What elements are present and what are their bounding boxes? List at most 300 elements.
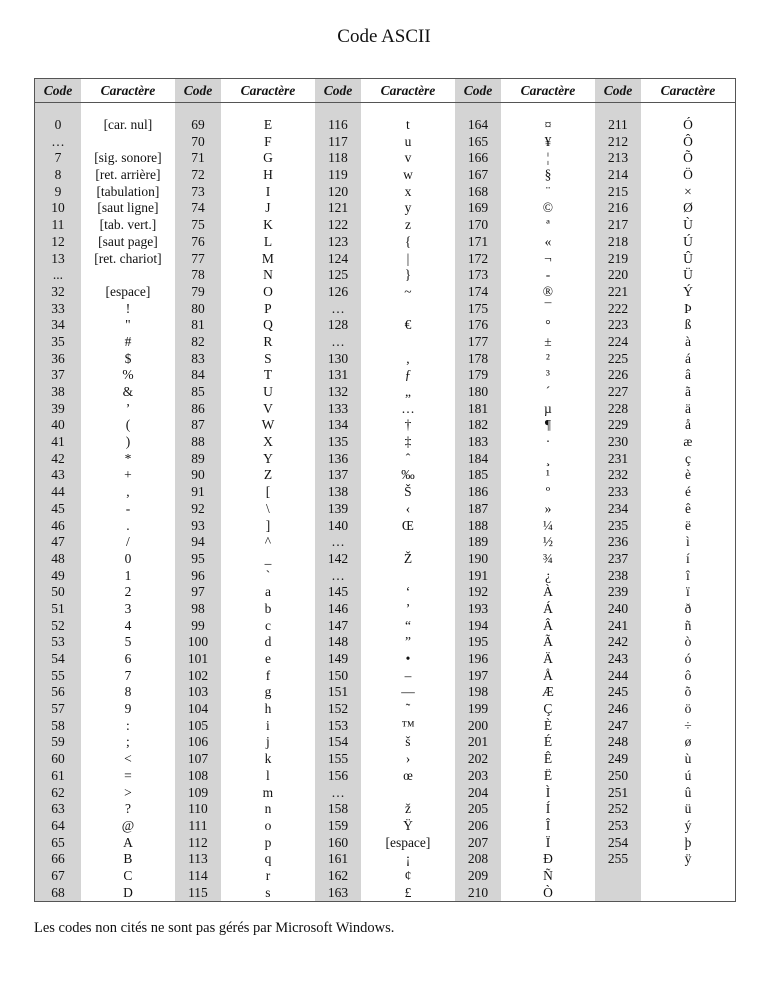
char-cell: I — [265, 183, 271, 199]
code-cell: 225 — [607, 350, 629, 366]
code-cell: 146 — [327, 600, 349, 616]
code-cell: 58 — [51, 717, 65, 733]
code-column-5 — [595, 103, 641, 901]
char-cell: [ — [265, 484, 271, 500]
code-cell: 158 — [327, 801, 349, 817]
char-cell: g — [264, 684, 272, 700]
char-cell: ¯ — [544, 300, 552, 316]
char-cell: S — [264, 350, 272, 366]
code-cell: 81 — [191, 317, 205, 333]
char-cell: = — [124, 767, 132, 783]
char-cell: O — [263, 283, 273, 299]
code-cell: 181 — [467, 400, 489, 416]
char-cell: å — [684, 417, 691, 433]
char-cell: ¸ — [545, 450, 551, 466]
code-cell: 95 — [191, 550, 205, 566]
char-cell: [saut page] — [98, 233, 158, 249]
code-cell: 91 — [191, 484, 205, 500]
code-cell: 161 — [327, 851, 349, 867]
char-cell: … — [401, 400, 415, 416]
code-cell: 56 — [51, 684, 65, 700]
header-char-4: Caractère — [520, 83, 576, 98]
code-cell: 38 — [51, 384, 65, 399]
char-cell: G — [263, 150, 273, 166]
char-cell: 6 — [124, 651, 132, 666]
code-cell: 153 — [327, 717, 349, 733]
char-cell: Å — [543, 667, 553, 683]
code-cell: 215 — [607, 183, 629, 199]
code-cell: 154 — [327, 734, 349, 750]
char-cell: Õ — [683, 150, 693, 166]
char-cell: ï — [686, 584, 690, 600]
char-cell: æ — [683, 434, 693, 450]
code-cell: 107 — [187, 751, 209, 767]
char-cell: % — [122, 367, 134, 383]
code-cell: 254 — [607, 834, 629, 850]
char-cell — [81, 134, 175, 151]
code-cell: 242 — [607, 634, 629, 650]
char-cell: | — [406, 250, 410, 266]
code-cell: … — [331, 333, 345, 349]
char-cell: D — [123, 884, 133, 900]
char-cell: q — [264, 851, 272, 867]
char-cell: ’ — [125, 400, 131, 416]
code-cell: 255 — [607, 851, 629, 867]
char-cell: ž — [404, 801, 411, 817]
char-cell: Ê — [543, 751, 553, 767]
code-cell: 182 — [467, 417, 489, 433]
code-cell: 235 — [607, 517, 629, 533]
char-cell: , — [406, 350, 410, 366]
char-cell: « — [544, 233, 552, 249]
char-cell: ä — [684, 400, 691, 416]
char-cell: „ — [404, 384, 411, 399]
char-cell: h — [264, 701, 272, 717]
code-column-3 — [315, 103, 361, 901]
char-cell: + — [124, 467, 132, 483]
char-cell: ú — [684, 767, 692, 783]
code-cell: 192 — [467, 584, 489, 600]
char-cell: [car. nul] — [103, 117, 153, 132]
char-cell: û — [684, 784, 692, 800]
code-cell: 232 — [607, 467, 629, 483]
char-cell: u — [404, 133, 412, 149]
char-cell: F — [264, 133, 272, 149]
code-cell: 185 — [467, 467, 489, 483]
code-cell: 59 — [51, 734, 65, 750]
char-cell: y — [404, 200, 412, 216]
char-cell: ? — [124, 801, 131, 817]
char-cell: : — [126, 717, 130, 733]
char-cell — [361, 334, 455, 351]
code-cell: 97 — [191, 584, 205, 600]
code-cell: 244 — [607, 667, 629, 683]
char-cell: ø — [684, 734, 692, 750]
char-cell: • — [405, 651, 411, 666]
header-char-3: Caractère — [380, 83, 436, 98]
code-cell: 191 — [467, 567, 489, 583]
char-cell: - — [125, 500, 131, 516]
char-cell: ´ — [545, 384, 551, 399]
code-cell: 65 — [51, 834, 65, 850]
code-cell: 239 — [607, 584, 629, 600]
code-cell: 252 — [607, 801, 629, 817]
char-cell: ¢ — [404, 867, 412, 883]
code-cell: … — [331, 567, 345, 583]
char-cell: ¤ — [544, 117, 552, 132]
code-cell: … — [51, 133, 65, 149]
ascii-table — [34, 78, 736, 902]
code-cell: 104 — [187, 701, 209, 717]
header-code-5: Code — [595, 79, 641, 102]
char-cell — [361, 301, 455, 318]
char-cell: ‘ — [405, 584, 411, 600]
code-cell: 124 — [327, 250, 349, 266]
char-cell: s — [265, 884, 271, 900]
code-cell: 7 — [54, 150, 62, 166]
char-cell: i — [266, 717, 270, 733]
code-cell: 50 — [51, 584, 65, 600]
char-cell: ² — [545, 350, 550, 366]
char-cell: . — [126, 517, 130, 533]
char-cell: – — [404, 667, 412, 683]
char-cell: Ú — [683, 233, 693, 249]
code-cell: 83 — [191, 350, 205, 366]
code-cell: 228 — [607, 400, 629, 416]
char-cell: ‰ — [401, 467, 415, 483]
code-cell: 121 — [327, 200, 349, 216]
char-column-4 — [501, 103, 595, 901]
code-cell: 148 — [327, 634, 349, 650]
char-cell: ^ — [264, 534, 272, 550]
code-cell: 220 — [607, 267, 629, 283]
code-cell: 223 — [607, 317, 629, 333]
code-cell: 79 — [191, 283, 205, 299]
char-cell: z — [404, 217, 411, 233]
code-column-1 — [35, 103, 81, 901]
code-cell: 135 — [327, 434, 349, 450]
char-cell: 4 — [124, 617, 132, 633]
code-cell: 36 — [51, 350, 65, 366]
code-cell: 214 — [607, 167, 629, 183]
code-cell: 73 — [191, 183, 205, 199]
char-cell: É — [543, 734, 553, 750]
code-cell: 197 — [467, 667, 489, 683]
char-cell: " — [125, 317, 131, 333]
char-cell: ¥ — [544, 133, 552, 149]
char-cell: 0 — [124, 550, 132, 566]
code-cell: 198 — [467, 684, 489, 700]
char-cell: c — [264, 617, 271, 633]
code-cell: 34 — [51, 317, 65, 333]
char-cell: ü — [684, 801, 692, 817]
code-cell: 213 — [607, 150, 629, 166]
char-cell: ù — [684, 751, 692, 767]
code-cell: 111 — [188, 817, 208, 833]
code-cell: 109 — [187, 784, 209, 800]
code-cell: 64 — [51, 817, 65, 833]
code-cell: 152 — [327, 701, 349, 717]
code-cell: 115 — [188, 884, 208, 900]
code-cell: 67 — [51, 867, 65, 883]
char-cell: ‡ — [404, 434, 412, 450]
char-cell: / — [126, 534, 130, 550]
char-cell: f — [265, 667, 271, 683]
code-cell: 131 — [327, 367, 349, 383]
code-cell: 160 — [327, 834, 349, 850]
char-cell: e — [264, 651, 271, 666]
char-cell: > — [124, 784, 132, 800]
code-cell: 101 — [187, 651, 209, 666]
code-cell: 94 — [191, 534, 205, 550]
code-cell: 234 — [607, 500, 629, 516]
code-cell: 163 — [327, 884, 349, 900]
char-cell: ã — [684, 384, 691, 399]
code-cell: 246 — [607, 701, 629, 717]
char-cell: # — [124, 333, 132, 349]
char-cell: , — [126, 484, 130, 500]
char-cell: [tabulation] — [96, 183, 160, 199]
code-cell: 173 — [467, 267, 489, 283]
code-cell: 251 — [607, 784, 629, 800]
char-cell: [sig. sonore] — [94, 150, 162, 166]
char-cell: ó — [684, 651, 692, 666]
char-cell: Œ — [401, 517, 414, 533]
char-cell: ˜ — [405, 701, 411, 717]
code-cell: 211 — [608, 117, 628, 132]
char-cell: ª — [546, 217, 550, 233]
char-cell: þ — [684, 834, 692, 850]
char-cell: × — [684, 183, 692, 199]
char-cell: B — [123, 851, 133, 867]
char-cell: o — [264, 817, 272, 833]
char-cell: 1 — [124, 567, 132, 583]
char-cell: Ö — [683, 167, 693, 183]
char-cell: µ — [544, 400, 552, 416]
code-cell: 84 — [191, 367, 205, 383]
char-cell: } — [404, 267, 412, 283]
char-cell: < — [124, 751, 132, 767]
code-cell: 189 — [467, 534, 489, 550]
code-cell: 203 — [467, 767, 489, 783]
table-header — [35, 79, 735, 103]
char-cell: ½ — [542, 534, 553, 550]
code-cell: 179 — [467, 367, 489, 383]
code-cell: 241 — [607, 617, 629, 633]
char-cell: ˆ — [405, 450, 411, 466]
char-cell: Ò — [543, 884, 553, 900]
char-cell: 5 — [124, 634, 132, 650]
char-cell: Ä — [543, 651, 553, 666]
char-cell: Û — [683, 250, 693, 266]
code-cell: 208 — [467, 851, 489, 867]
code-cell: 8 — [54, 167, 62, 183]
code-cell: … — [331, 300, 345, 316]
char-cell: w — [403, 167, 413, 183]
char-cell: E — [263, 117, 273, 132]
page-title: Code ASCII — [337, 26, 431, 47]
code-cell: 219 — [607, 250, 629, 266]
char-cell: ™ — [401, 717, 415, 733]
code-cell: 66 — [51, 851, 65, 867]
code-cell: 226 — [607, 367, 629, 383]
char-cell: A — [123, 834, 133, 850]
code-cell: 37 — [51, 367, 65, 383]
char-cell: ” — [404, 634, 411, 650]
char-column-1 — [81, 103, 175, 901]
code-cell: 209 — [467, 867, 489, 883]
code-cell: 103 — [187, 684, 209, 700]
char-cell: Ï — [545, 834, 551, 850]
char-cell: Š — [404, 484, 412, 500]
code-cell: 172 — [467, 250, 489, 266]
code-cell: 46 — [51, 517, 65, 533]
header-char-2: Caractère — [240, 83, 296, 98]
char-cell: [tab. vert.] — [99, 217, 157, 233]
char-cell: é — [684, 484, 691, 500]
char-cell — [81, 267, 175, 284]
code-cell: 175 — [467, 300, 489, 316]
code-cell: 169 — [467, 200, 489, 216]
char-cell: º — [545, 484, 551, 500]
char-cell: © — [542, 200, 554, 216]
code-cell: 120 — [327, 183, 349, 199]
code-cell: 60 — [51, 751, 65, 767]
code-cell: 206 — [467, 817, 489, 833]
char-cell: ì — [686, 534, 690, 550]
code-cell: 122 — [327, 217, 349, 233]
code-cell: 193 — [467, 600, 489, 616]
code-cell: 75 — [191, 217, 205, 233]
code-cell: 187 — [467, 500, 489, 516]
code-cell: 32 — [51, 283, 65, 299]
code-cell: 145 — [327, 584, 349, 600]
char-cell: Y — [263, 450, 273, 466]
code-cell: 88 — [191, 434, 205, 450]
char-cell: ¶ — [544, 417, 551, 433]
code-cell: 98 — [191, 600, 205, 616]
char-cell: m — [262, 784, 274, 800]
char-cell: 8 — [124, 684, 132, 700]
code-cell: 184 — [467, 450, 489, 466]
code-cell: 123 — [327, 233, 349, 249]
code-cell: 171 — [467, 233, 489, 249]
code-cell: 96 — [191, 567, 205, 583]
code-cell: 51 — [51, 600, 65, 616]
code-cell: 87 — [191, 417, 205, 433]
code-cell: 55 — [51, 667, 65, 683]
char-cell: è — [684, 467, 691, 483]
char-column-5 — [641, 103, 735, 901]
code-cell: 0 — [54, 117, 62, 132]
char-cell: Z — [263, 467, 273, 483]
code-cell: 178 — [467, 350, 489, 366]
char-cell: í — [686, 550, 690, 566]
code-cell: 116 — [328, 117, 348, 132]
code-cell: 39 — [51, 400, 65, 416]
char-cell: Ë — [543, 767, 553, 783]
char-cell: á — [684, 350, 691, 366]
char-cell: v — [404, 150, 412, 166]
char-cell: 9 — [124, 701, 132, 717]
code-cell: 89 — [191, 450, 205, 466]
char-cell: Ì — [545, 784, 551, 800]
code-cell: 71 — [191, 150, 205, 166]
char-cell: Ø — [683, 200, 693, 216]
code-cell: 13 — [51, 250, 65, 266]
code-cell: 102 — [187, 667, 209, 683]
code-cell: 199 — [467, 701, 489, 717]
char-cell: ® — [542, 283, 554, 299]
code-cell: 162 — [327, 867, 349, 883]
code-cell: … — [331, 534, 345, 550]
code-cell: 174 — [467, 283, 489, 299]
char-cell: â — [684, 367, 691, 383]
char-cell: ô — [684, 667, 692, 683]
char-cell: Ý — [683, 283, 693, 299]
code-cell: 48 — [51, 550, 65, 566]
char-column-3 — [361, 103, 455, 901]
code-cell: 195 — [467, 634, 489, 650]
code-cell: 53 — [51, 634, 65, 650]
code-cell: 170 — [467, 217, 489, 233]
char-cell: » — [544, 500, 552, 516]
char-cell: ò — [684, 634, 692, 650]
char-cell: b — [264, 600, 272, 616]
char-cell: î — [686, 567, 690, 583]
char-cell: ÿ — [684, 851, 692, 867]
char-cell: £ — [404, 884, 412, 900]
code-cell: 40 — [51, 417, 65, 433]
header-code-1: Code — [35, 79, 81, 102]
char-cell: j — [266, 734, 270, 750]
char-cell: Ç — [543, 701, 553, 717]
code-cell: 78 — [191, 267, 205, 283]
char-cell: ³ — [545, 367, 550, 383]
char-cell: ` — [265, 567, 271, 583]
code-cell: 250 — [607, 767, 629, 783]
code-cell: 230 — [607, 434, 629, 450]
char-cell: t — [406, 117, 410, 132]
char-cell: Ñ — [543, 867, 553, 883]
code-cell: 183 — [467, 434, 489, 450]
code-cell: 168 — [467, 183, 489, 199]
code-cell: 136 — [327, 450, 349, 466]
char-cell: ç — [684, 450, 691, 466]
code-cell: 99 — [191, 617, 205, 633]
code-cell: 200 — [467, 717, 489, 733]
char-cell: Í — [545, 801, 551, 817]
code-cell: 117 — [328, 133, 348, 149]
code-cell: 233 — [607, 484, 629, 500]
header-code-3: Code — [315, 79, 361, 102]
code-cell: 132 — [327, 384, 349, 399]
code-cell: 134 — [327, 417, 349, 433]
char-cell: C — [123, 867, 133, 883]
char-cell: { — [404, 233, 412, 249]
char-cell: J — [265, 200, 271, 216]
code-cell: 114 — [188, 867, 208, 883]
code-cell: 253 — [607, 817, 629, 833]
code-cell: 125 — [327, 267, 349, 283]
code-cell: 76 — [191, 233, 205, 249]
code-cell: 204 — [467, 784, 489, 800]
code-cell: 243 — [607, 651, 629, 666]
code-cell: 44 — [51, 484, 65, 500]
char-cell: k — [264, 751, 272, 767]
char-cell: ! — [125, 300, 131, 316]
code-cell: 126 — [327, 283, 349, 299]
